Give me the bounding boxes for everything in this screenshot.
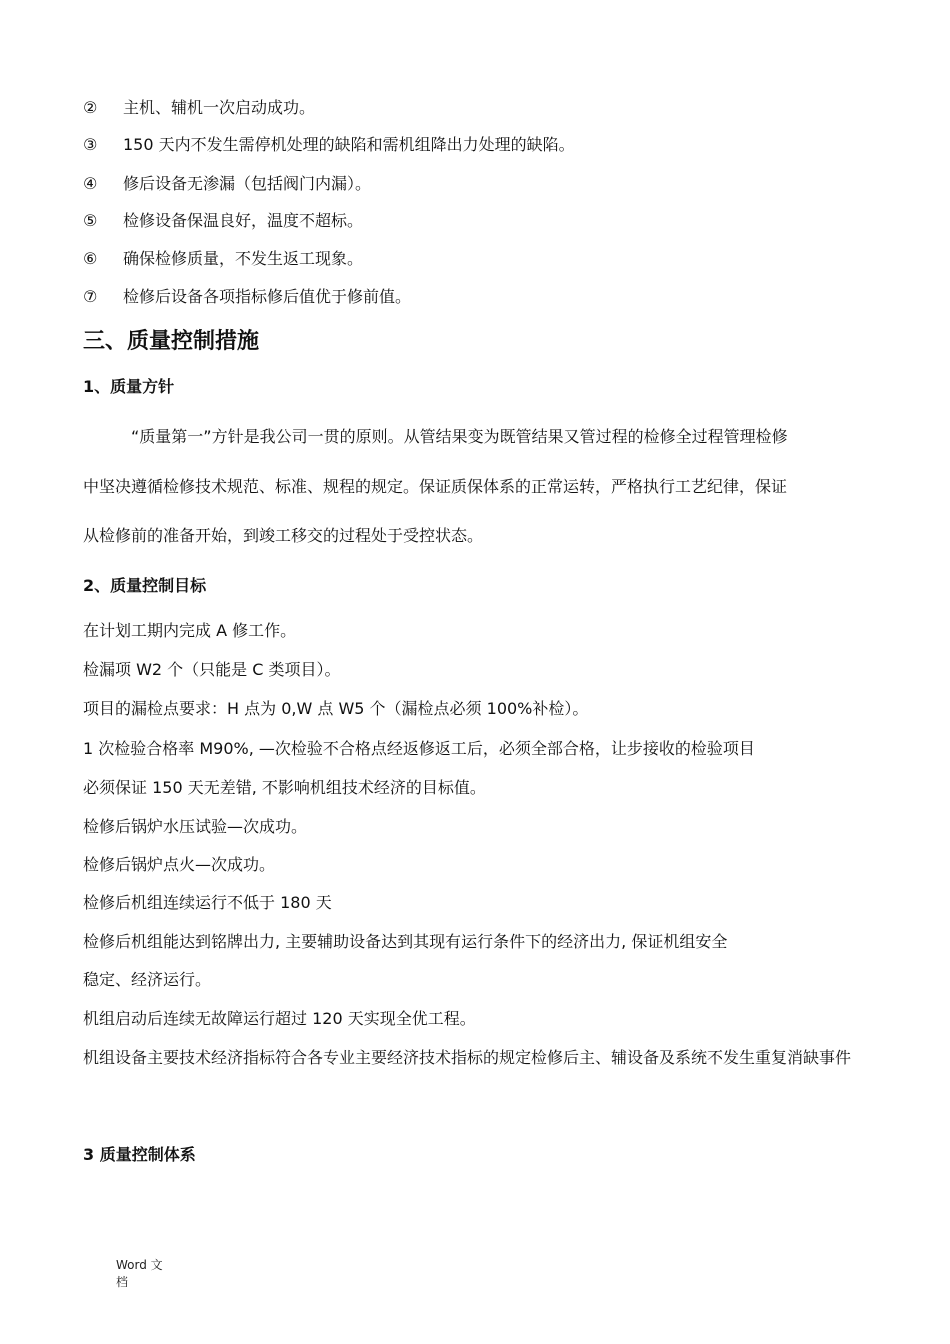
footer-line: Word 文 [116,1258,163,1272]
target-line: 检修后机组能达到铭牌出力, 主要辅助设备达到其现有运行条件下的经济出力, 保证机组安全 [83,932,728,951]
list-item-text: 主机、辅机一次启动成功。 [123,98,316,117]
target-paragraph: 机组设备主要技术经济指标符合各专业主要经济技术指标的规定检修后主、辅设备及系统不发生重复消缺事件 [83,1048,852,1067]
paragraph-line: “质量第一”方针是我公司一贯的原则。从管结果变为既管结果又管过程的检修全过程管理检修 [131,427,788,446]
list-item [83,249,363,269]
footer-line: 档 [116,1275,129,1289]
subsection-heading-policy: 1、质量方针 [83,377,175,396]
target-line: 项目的漏检点要求：H 点为 0,W 点 W5 个（漏检点必须 100%补检）。 [83,699,589,718]
target-line: 必须保证 150 天无差错, 不影响机组技术经济的目标值。 [83,778,486,797]
target-line: 在计划工期内完成 A 修工作。 [83,621,297,640]
list-item [83,174,371,194]
list-marker: ⑥ [83,249,98,268]
list-item [83,287,411,307]
page-footer [116,1257,176,1291]
list-marker: ④ [83,174,98,193]
list-marker: ② [83,98,98,117]
target-line: 检修后锅炉点火—次成功。 [83,855,276,874]
list-item-text: 检修设备保温良好，温度不超标。 [123,211,364,230]
subsection-heading-targets: 2、质量控制目标 [83,576,207,595]
list-item-text: 150 天内不发生需停机处理的缺陷和需机组降出力处理的缺陷。 [123,135,575,154]
list-item-text: 修后设备无渗漏（包括阀门内漏）。 [123,174,372,193]
target-line: 检修后锅炉水压试验—次成功。 [83,817,308,836]
target-line: 稳定、经济运行。 [83,970,212,989]
subsection-heading-system: 3 质量控制体系 [83,1145,196,1164]
list-marker: ⑦ [83,287,98,306]
list-item [83,135,575,155]
target-line: 机组启动后连续无故障运行超过 120 天实现全优工程。 [83,1009,476,1028]
section-heading: 三、质量控制措施 [83,329,260,354]
paragraph-line: 从检修前的准备开始，到竣工移交的过程处于受控状态。 [83,526,484,545]
target-line: 检漏项 W2 个（只能是 C 类项目）。 [83,660,341,679]
list-item-text: 检修后设备各项指标修后值优于修前值。 [123,287,412,306]
target-line: 检修后机组连续运行不低于 180 天 [83,893,332,912]
target-line: 1 次检验合格率 M90%, —次检验不合格点经返修返工后，必须全部合格，让步接收的检验项目 [83,739,755,758]
list-item-text: 确保检修质量，不发生返工现象。 [123,249,364,268]
paragraph-line: 中坚决遵循检修技术规范、标准、规程的规定。保证质保体系的正常运转，严格执行工艺纪律，保证 [83,477,788,496]
list-marker: ③ [83,135,98,154]
list-marker: ⑤ [83,211,98,230]
list-item [83,211,363,231]
list-item [83,98,315,118]
